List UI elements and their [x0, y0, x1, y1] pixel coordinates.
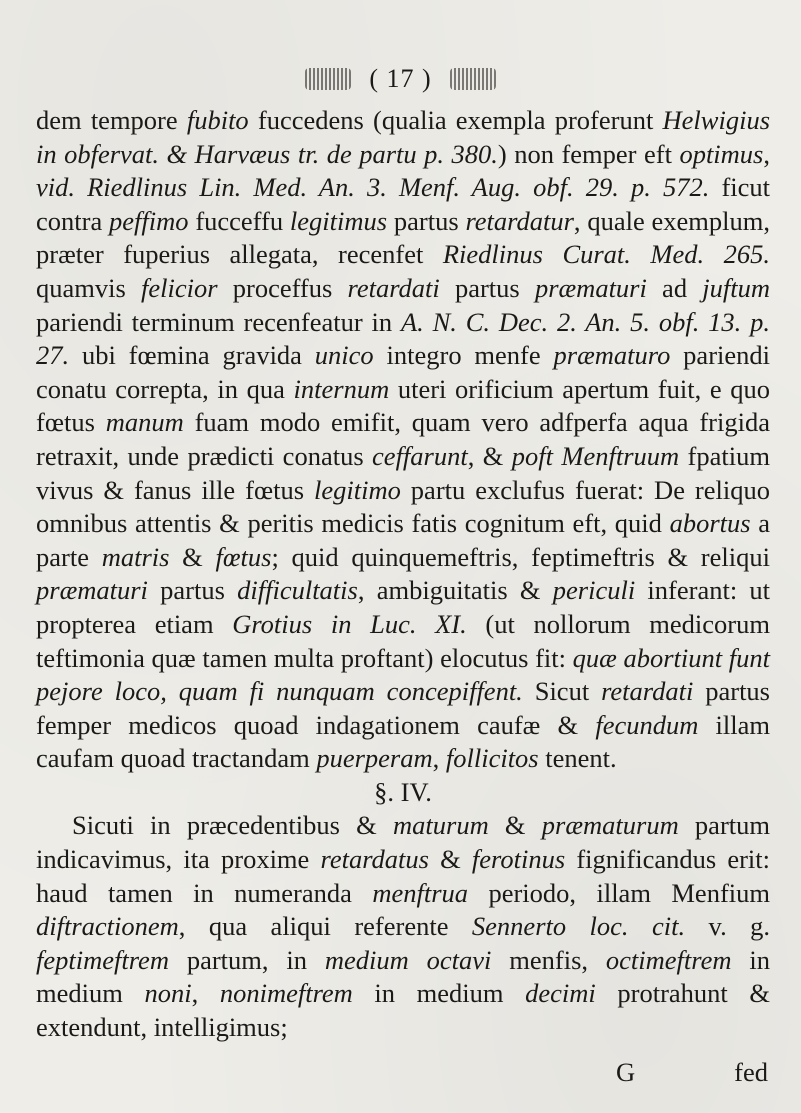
text-run: inferant: ut propterea etiam	[36, 575, 771, 639]
text-run: partum, in	[168, 944, 325, 975]
text-run: fignificandus erit: haud tamen in numeranda	[36, 844, 770, 908]
text-run: , &	[467, 440, 512, 471]
section-heading: §. IV.	[374, 776, 432, 807]
italic-run: matris	[101, 541, 170, 572]
signature-mark: G	[616, 1057, 636, 1087]
italic-run: octimeftrem	[605, 944, 732, 975]
text-run: , ambiguitatis &	[357, 575, 553, 606]
italic-run: juftum	[702, 272, 770, 303]
page-header	[0, 62, 801, 98]
italic-run: retardatus	[320, 844, 429, 875]
italic-run: manum	[105, 407, 184, 438]
italic-run: quæ abortiunt funt pejore loco, quam fi nunquam concepiffent.	[36, 642, 770, 707]
text-run: proceffus	[217, 272, 348, 303]
text-run: ficut contra	[36, 172, 771, 236]
italic-run: poft Menftruum	[511, 440, 680, 471]
text-run: v. g.	[685, 911, 771, 942]
italic-run: ferotinus	[471, 844, 566, 875]
left-ornament-icon	[305, 68, 351, 90]
text-run: partu exclufus fuerat: De reliquo omnibus attentis & peritis medicis fatis cognitum eft, quid	[36, 474, 770, 539]
catchword: fed	[734, 1057, 768, 1087]
italic-run: maturum	[393, 810, 489, 841]
italic-run: difficultatis	[237, 575, 358, 606]
italic-run: periculi	[552, 575, 636, 606]
italic-run: abortus	[669, 508, 751, 539]
italic-run: fubito	[186, 105, 249, 135]
italic-run: internum	[293, 373, 390, 404]
italic-run: A. N. C. Dec. 2. An. 5. obf. 13. p. 27.	[36, 306, 770, 371]
text-run: &	[488, 810, 542, 841]
text-run: periodo, illam Menfium	[468, 877, 770, 908]
text-run: ,	[432, 743, 446, 774]
italic-run: præmaturum	[541, 810, 679, 841]
italic-run: noni	[144, 978, 192, 1009]
italic-run: decimi	[525, 978, 596, 1009]
page-number: ( 17 )	[369, 64, 432, 94]
italic-run: follicitos	[445, 743, 539, 774]
italic-run: præmaturo	[553, 340, 671, 371]
italic-run: retardati	[601, 676, 694, 707]
italic-run: puerperam	[316, 743, 433, 774]
italic-run: diftractionem	[36, 911, 179, 942]
text-run: &	[169, 541, 216, 572]
text-run: Sicut	[522, 676, 602, 707]
text-run: a parte	[36, 508, 770, 572]
text-run: ad	[646, 272, 703, 303]
paragraph-1	[36, 104, 770, 776]
body-text	[36, 104, 770, 1045]
text-run: menfis,	[491, 944, 606, 975]
text-run: fpatium vivus & fanus ille fœtus	[36, 440, 770, 505]
italic-run: feptimeftrem	[36, 944, 169, 975]
paragraph-2	[36, 809, 770, 1044]
italic-run: Sennerto loc. cit.	[471, 911, 686, 942]
italic-run: medium octavi	[324, 944, 492, 975]
italic-run: vid. Riedlinus Lin. Med. An. 3. Menf. Aug. obf. 29. p. 572.	[36, 172, 710, 203]
text-run: ; quid quinquemeftris, feptimeftris & reliqui	[271, 541, 770, 572]
text-run: ,	[191, 978, 220, 1009]
italic-run: legitimo	[313, 474, 401, 505]
text-run: uteri orificium apertum fuit, e quo fœtus	[36, 373, 770, 438]
italic-run: fœtus	[215, 541, 272, 572]
text-run: &	[428, 844, 472, 875]
text-run: ubi fœmina gravida	[69, 340, 315, 371]
text-run: in medium	[352, 978, 526, 1009]
text-run: illam caufam quoad tractandam	[36, 709, 771, 774]
text-run: in medium	[36, 944, 770, 1009]
text-run: integro menfe	[373, 340, 554, 371]
italic-run: legitimus	[289, 205, 388, 236]
italic-run: præmaturi	[36, 575, 148, 606]
text-run: fuccedens (qualia exempla proferunt	[248, 105, 663, 135]
italic-run: menftrua	[372, 877, 469, 908]
text-run: partus	[439, 272, 535, 303]
italic-run: fecundum	[595, 709, 699, 740]
text-run: partus	[147, 575, 238, 606]
italic-run: Helwigius in obfervat. & Harvæus tr. de partu p. 380.	[36, 105, 771, 169]
text-run: partus	[387, 205, 466, 236]
text-run: (ut nollorum medicorum teftimonia quæ tamen multa proftant) elocutus fit:	[36, 608, 770, 673]
text-run: , quale exemplum, præter fuperius allegata, recenfet	[36, 205, 771, 270]
italic-run: Riedlinus Curat. Med. 265.	[442, 239, 770, 270]
text-run: pariendi terminum recenfeatur in	[36, 306, 401, 337]
text-run: fuam modo emifit, quam vero adfperfa aqua frigida retraxit, unde prædicti conatus	[36, 407, 770, 471]
italic-run: ceffarunt	[372, 440, 468, 471]
italic-run: Grotius in Luc. XI.	[232, 608, 467, 639]
italic-run: optimus	[679, 138, 764, 169]
text-run: fucceffu	[188, 205, 290, 236]
italic-run: retardati	[347, 272, 440, 303]
italic-run: præmaturi	[534, 272, 647, 303]
text-run: protrahunt & extendunt, intelligimus;	[36, 978, 770, 1043]
text-run: pariendi conatu correpta, in qua	[36, 340, 770, 404]
text-run: Sicuti in præcedentibus &	[72, 810, 394, 841]
text-run: , qua aliqui referente	[178, 911, 472, 942]
text-run: ,	[763, 138, 770, 169]
italic-run: unico	[314, 340, 374, 371]
text-run: dem tempore	[36, 105, 187, 135]
text-run: partus femper medicos quoad indagationem caufæ &	[36, 676, 770, 740]
italic-run: retardatur	[465, 205, 574, 236]
text-run: ) non femper eft	[497, 138, 680, 169]
text-run: quamvis	[36, 272, 141, 303]
italic-run: peffimo	[109, 205, 189, 236]
text-run: partum indicavimus, ita proxime	[36, 810, 770, 875]
right-ornament-icon	[450, 68, 496, 90]
text-run: tenent.	[538, 743, 617, 774]
italic-run: felicior	[141, 272, 218, 303]
italic-run: nonimeftrem	[219, 978, 353, 1009]
